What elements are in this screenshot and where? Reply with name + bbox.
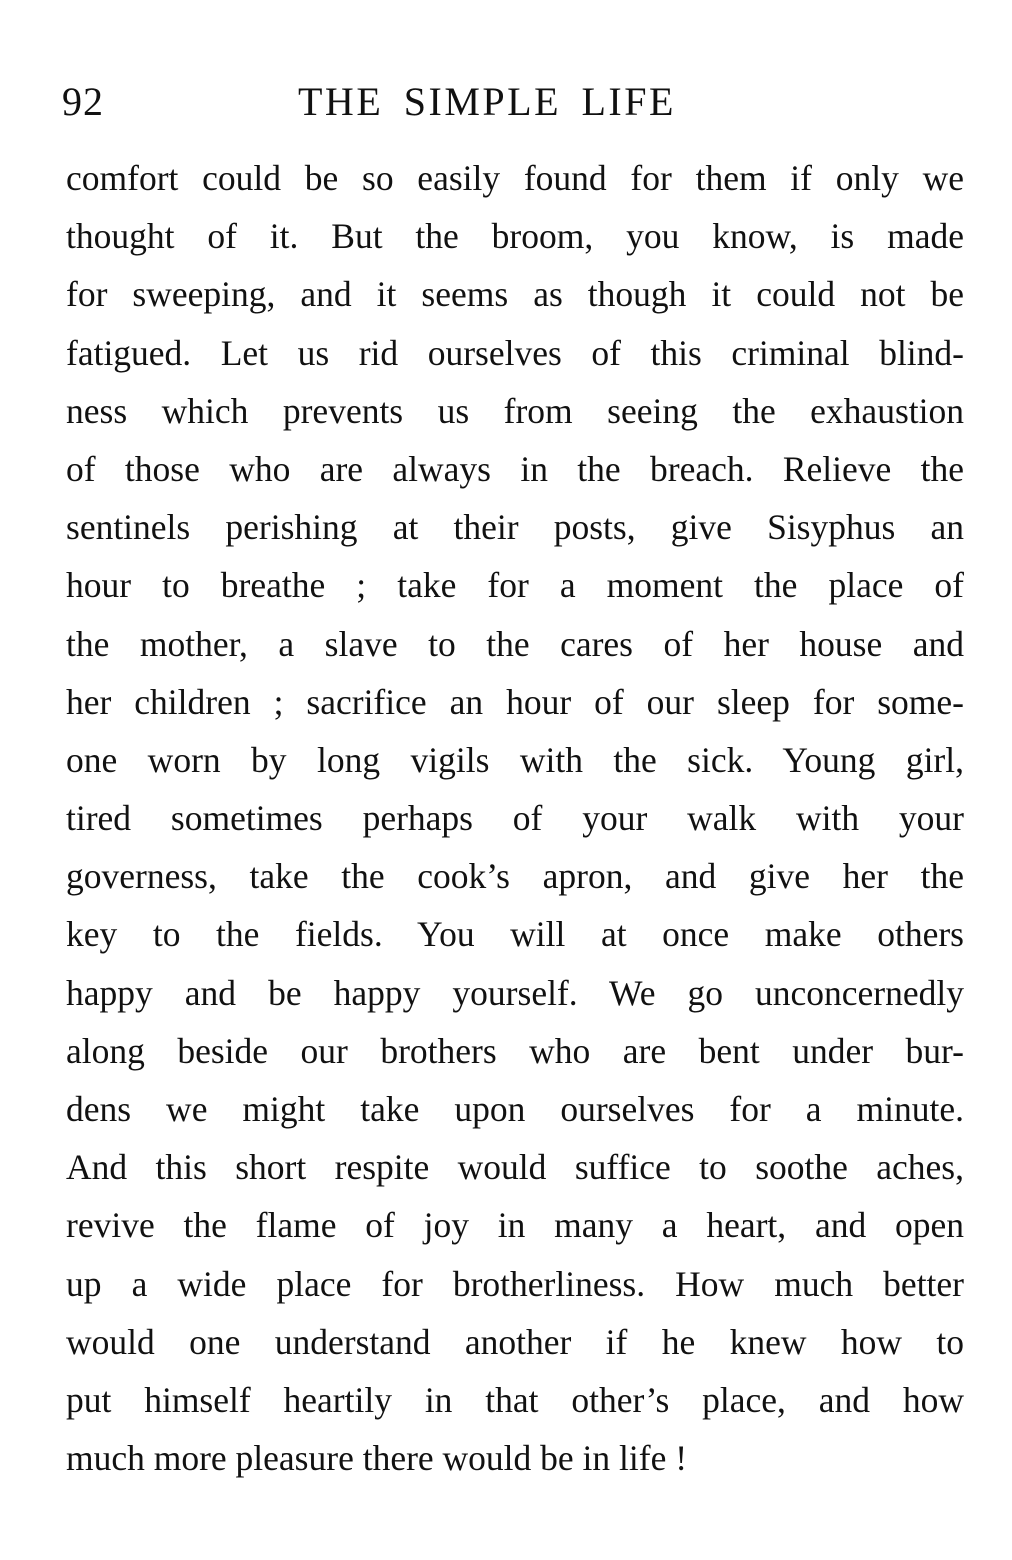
text-line: revive the flame of joy in many a heart, and open	[66, 1205, 964, 1246]
running-head	[62, 72, 962, 132]
text-line: her children ; sacrifice an hour of our sleep for some-	[66, 681, 964, 722]
text-line: thought of it. But the broom, you know, is made	[66, 216, 964, 257]
text-line-last: much more pleasure there would be in life !	[66, 1438, 688, 1479]
page-number: 92	[62, 79, 104, 124]
text-line: would one understand another if he knew how to	[66, 1321, 964, 1362]
text-line: along beside our brothers who are bent under bur-	[66, 1030, 964, 1071]
text-line: the mother, a slave to the cares of her house and	[66, 623, 964, 664]
text-line: one worn by long vigils with the sick. Young girl,	[66, 739, 964, 780]
running-title: THE SIMPLE LIFE	[298, 79, 676, 124]
text-line: comfort could be so easily found for them if only we	[66, 158, 964, 198]
text-line: ness which prevents us from seeing the exhaustion	[66, 390, 964, 431]
text-line: dens we might take upon ourselves for a minute.	[66, 1089, 964, 1129]
text-line: governess, take the cook’s apron, and give her the	[66, 856, 964, 897]
text-line: put himself heartily in that other’s place, and how	[66, 1379, 964, 1420]
text-line: hour to breathe ; take for a moment the place of	[66, 565, 964, 606]
text-line: up a wide place for brotherliness. How much better	[66, 1263, 964, 1304]
text-line: fatigued. Let us rid ourselves of this criminal blind-	[66, 332, 964, 373]
text-line: tired sometimes perhaps of your walk with your	[66, 798, 964, 839]
text-line: happy and be happy yourself. We go unconcernedly	[66, 972, 964, 1013]
body-text	[66, 149, 964, 1487]
text-line: key to the fields. You will at once make others	[66, 914, 964, 955]
text-line: And this short respite would suffice to soothe aches,	[66, 1147, 964, 1188]
text-line: for sweeping, and it seems as though it could not be	[66, 274, 964, 315]
text-line: of those who are always in the breach. Relieve the	[66, 448, 964, 489]
text-line: sentinels perishing at their posts, give Sisyphus an	[66, 507, 964, 548]
